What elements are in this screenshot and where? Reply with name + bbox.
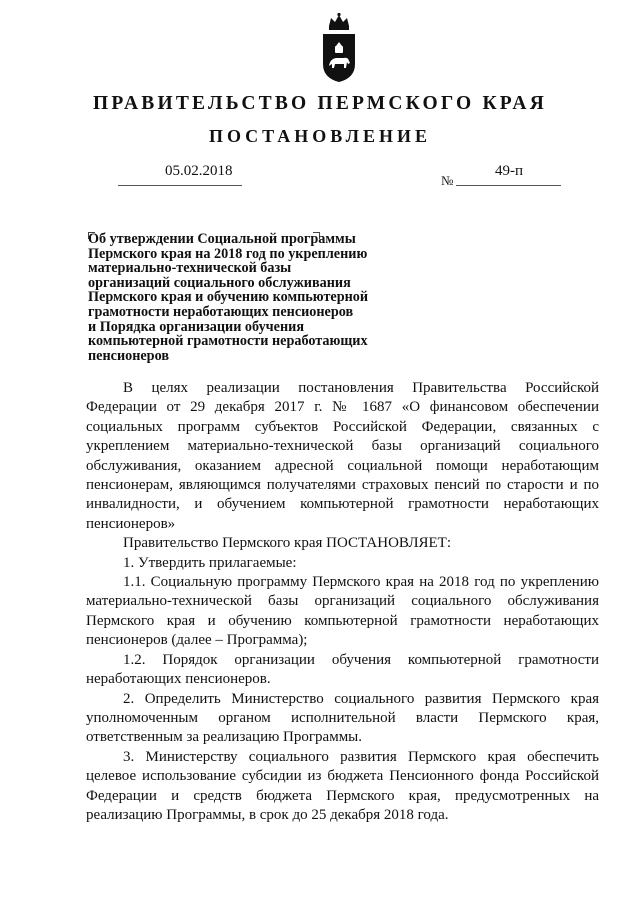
subject-line: пенсионеров [88, 347, 169, 364]
item-3-paragraph: 3. Министерству социального развития Пермского края обеспечить целевое использование субсидии из бюджета Пенсионного фонда Российской Федерации и средств бюджета Пермского края, предусмотренных на реализацию Программы, в срок до 25 декабря 2018 года. [86, 748, 599, 823]
document-number: 49-п [495, 163, 524, 179]
item-1-2-paragraph: 1.2. Порядок организации обучения компьютерной грамотности неработающих пенсионеров. [86, 651, 599, 688]
number-underline [456, 185, 561, 186]
item-1-paragraph: 1. Утвердить прилагаемые: [123, 554, 297, 571]
item-2-paragraph: 2. Определить Министерство социального развития Пермского края уполномоченным органом исполнительной власти Пермского края, ответственным за реализацию Программы. [86, 690, 599, 746]
subject-line: компьютерной грамотности неработающих [88, 333, 368, 350]
subject-line: материально-технической базы [88, 260, 292, 277]
coat-of-arms-emblem [321, 12, 357, 84]
subject-line: организаций социального обслуживания [88, 274, 351, 291]
subject-line: и Порядка организации обучения [88, 318, 304, 335]
number-sign: № [441, 173, 454, 188]
preamble-paragraph: В целях реализации постановления Правительства Российской Федерации от 29 декабря 2017 г. № 1687 «О финансовом обеспечении социальных программ субъектов Российской Федерации, связанных с укреплением материально-технической базы организаций социального обслуживания, оказанием адресной социальной помощи неработающим пенсионерам, являющимся получателями страховых пенсий по старости и по инвалидности, и обучением компьютерной грамотности неработающих пенсионеров» [86, 380, 599, 532]
document-body [86, 379, 599, 825]
subject-line: грамотности неработающих пенсионеров [88, 303, 354, 320]
resolves-paragraph: Правительство Пермского края ПОСТАНОВЛЯЕТ: [123, 535, 452, 552]
subject-line: Пермского края на 2018 год по укреплению [88, 245, 368, 262]
government-title: ПРАВИТЕЛЬСТВО ПЕРМСКОГО КРАЯ [93, 93, 547, 114]
subject-line: Пермского края и обучению компьютерной [88, 289, 369, 306]
document-type-title: ПОСТАНОВЛЕНИЕ [208, 126, 432, 146]
document-date: 05.02.2018 [165, 163, 233, 179]
date-underline [118, 185, 242, 186]
document-subject [88, 232, 408, 363]
item-1-1-paragraph: 1.1. Социальную программу Пермского края на 2018 год по укреплению материально-технической базы организаций социального обслуживания Пермского края и обучению компьютерной грамотности неработающих пенсионеров (далее – Программа); [86, 574, 599, 649]
crown-icon [329, 13, 349, 30]
subject-line: Об утверждении Социальной программы [88, 231, 356, 247]
